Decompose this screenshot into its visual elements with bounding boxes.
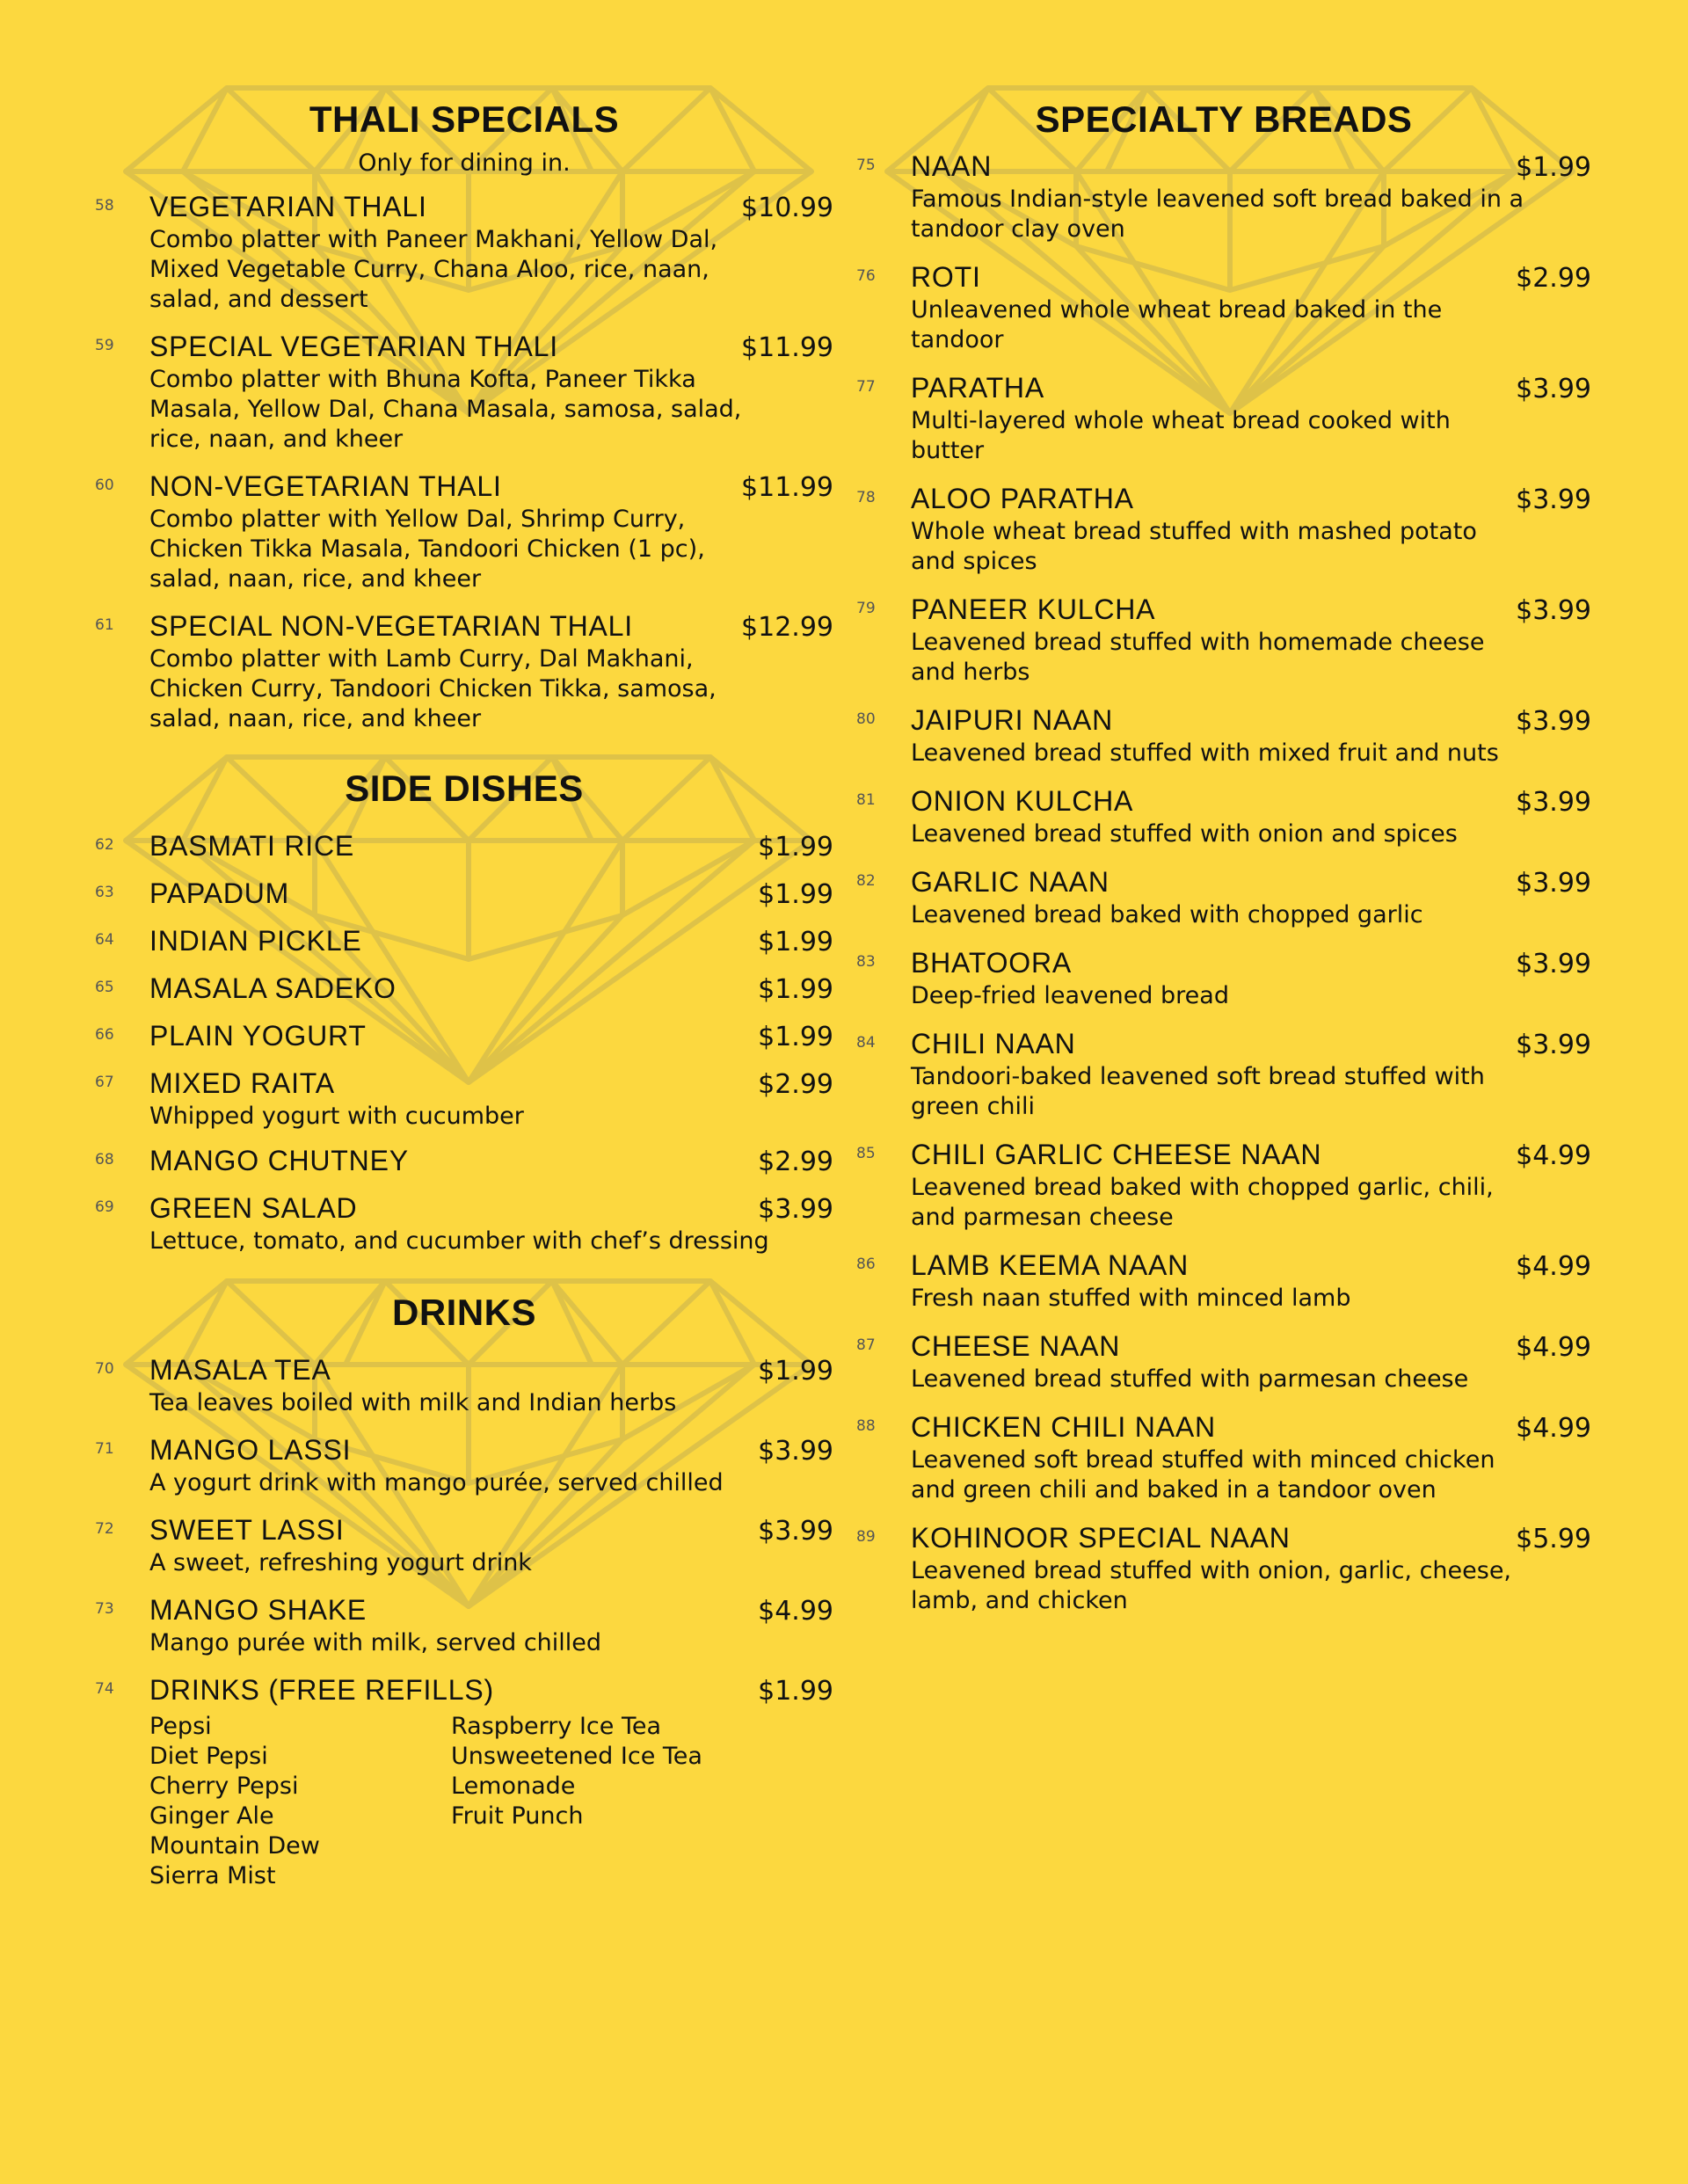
item-row [911, 1027, 1591, 1062]
item-row [911, 260, 1591, 295]
menu-item [95, 924, 833, 959]
item-number: 75 [856, 157, 876, 174]
item-price: $1.99 [758, 1356, 833, 1387]
left-column [95, 0, 833, 1906]
menu-item [856, 865, 1591, 930]
item-number: 80 [856, 710, 876, 728]
item-description: Leavened soft bread stuffed with minced chicken and green chili and baked in a tandoor oven [911, 1446, 1495, 1503]
menu-item [95, 470, 833, 594]
item-description: Tea leaves boiled with milk and Indian herbs [149, 1389, 677, 1416]
item-name: CHILI NAAN [911, 1028, 1076, 1059]
item-number: 78 [856, 489, 876, 506]
refill-item-wrap [95, 1673, 833, 1891]
item-description: Leavened bread baked with chopped garlic [911, 901, 1423, 928]
item-name: PLAIN YOGURT [149, 1020, 367, 1052]
menu-item [856, 1138, 1591, 1233]
item-name: NON-VEGETARIAN THALI [149, 470, 502, 502]
item-row [911, 149, 1591, 185]
menu-item [856, 1027, 1591, 1122]
item-price: $3.99 [1516, 868, 1591, 899]
item-number: 59 [95, 337, 114, 354]
item-description: Combo platter with Bhuna Kofta, Paneer Tikka Masala, Yellow Dal, Chana Masala, samosa, salad, rice, naan, and kheer [149, 366, 742, 453]
sides-section [95, 768, 833, 1256]
refill-column-1 [149, 1712, 451, 1891]
refill-drink: Raspberry Ice Tea [451, 1713, 662, 1740]
item-row [149, 1593, 833, 1628]
item-row [149, 1433, 833, 1468]
item-name: SPECIAL NON-VEGETARIAN THALI [149, 610, 633, 642]
item-row [149, 1353, 833, 1388]
menu-item [856, 1249, 1591, 1314]
menu-item [95, 190, 833, 315]
item-name: MASALA SADEKO [149, 972, 397, 1004]
item-description: Leavened bread stuffed with onion, garlic, cheese, lamb, and chicken [911, 1557, 1512, 1614]
item-row [149, 1067, 833, 1102]
refill-drink: Cherry Pepsi [149, 1773, 299, 1800]
item-row [911, 1138, 1591, 1173]
item-name: GARLIC NAAN [911, 866, 1110, 898]
item-number: 82 [856, 872, 876, 890]
item-row [911, 784, 1591, 819]
item-name: PANEER KULCHA [911, 593, 1156, 625]
item-description: Mango purée with milk, served chilled [149, 1629, 602, 1656]
item-row [911, 1329, 1591, 1365]
refill-drink-list [149, 1712, 833, 1891]
item-number: 68 [95, 1151, 114, 1168]
item-number: 60 [95, 477, 114, 494]
thali-items [95, 190, 833, 734]
item-row [149, 609, 833, 644]
item-price: $12.99 [741, 612, 833, 643]
item-description: Deep-fried leavened bread [911, 982, 1229, 1009]
item-price: $3.99 [758, 1516, 833, 1547]
item-price: $2.99 [758, 1069, 833, 1100]
item-name: SWEET LASSI [149, 1514, 345, 1546]
item-name: MANGO CHUTNEY [149, 1145, 409, 1176]
item-description: A sweet, refreshing yogurt drink [149, 1549, 532, 1576]
section-title-drinks: DRINKS [391, 1292, 536, 1333]
item-name: DRINKS (FREE REFILLS) [149, 1674, 494, 1706]
item-price: $1.99 [758, 1022, 833, 1052]
menu-item [856, 371, 1591, 466]
menu-item [95, 829, 833, 864]
item-row [149, 470, 833, 505]
item-number: 72 [95, 1520, 114, 1538]
item-price: $5.99 [1516, 1524, 1591, 1554]
item-row [911, 703, 1591, 739]
item-name: MANGO SHAKE [149, 1594, 367, 1626]
item-row [149, 330, 833, 365]
item-row [149, 1673, 833, 1708]
right-column [856, 0, 1591, 1632]
refill-drink: Pepsi [149, 1713, 212, 1740]
item-row [149, 1191, 833, 1227]
item-name: NAAN [911, 150, 993, 182]
item-name: BASMATI RICE [149, 830, 355, 862]
section-title-breads: SPECIALTY BREADS [1035, 98, 1413, 140]
item-description: Leavened bread stuffed with onion and spices [911, 820, 1458, 848]
item-number: 83 [856, 953, 876, 971]
item-row [911, 593, 1591, 628]
item-number: 74 [95, 1680, 114, 1698]
item-price: $3.99 [1516, 706, 1591, 737]
item-price: $4.99 [1516, 1140, 1591, 1171]
menu-item-drinks-refills [95, 1673, 833, 1891]
item-number: 87 [856, 1336, 876, 1354]
menu-item [95, 1593, 833, 1658]
menu-item [856, 149, 1591, 244]
item-number: 69 [95, 1198, 114, 1216]
item-number: 62 [95, 836, 114, 854]
item-row [149, 972, 833, 1007]
item-row [149, 1019, 833, 1054]
item-name: CHEESE NAAN [911, 1330, 1121, 1362]
item-price: $1.99 [758, 879, 833, 910]
menu-item [856, 482, 1591, 577]
item-row [911, 1249, 1591, 1284]
item-price: $3.99 [1516, 1030, 1591, 1060]
item-description: Fresh naan stuffed with minced lamb [911, 1285, 1351, 1312]
menu-item [856, 1521, 1591, 1616]
item-row [149, 829, 833, 864]
item-description: Lettuce, tomato, and cucumber with chef’s dressing [149, 1227, 769, 1255]
item-name: VEGETARIAN THALI [149, 191, 427, 222]
item-description: Leavened bread stuffed with homemade cheese and herbs [911, 629, 1485, 686]
item-price: $1.99 [758, 832, 833, 863]
item-row [149, 877, 833, 912]
section-title-thali: THALI SPECIALS [309, 98, 620, 140]
item-price: $3.99 [1516, 595, 1591, 626]
refill-drink: Sierra Mist [149, 1862, 276, 1889]
menu-item [95, 1513, 833, 1578]
item-description: Whole wheat bread stuffed with mashed potato and spices [911, 518, 1477, 575]
item-description: Combo platter with Paneer Makhani, Yellow Dal, Mixed Vegetable Curry, Chana Aloo, rice, naan, salad, and dessert [149, 226, 718, 313]
item-number: 65 [95, 979, 114, 996]
item-price: $4.99 [758, 1596, 833, 1627]
menu-item [856, 703, 1591, 768]
item-number: 81 [856, 791, 876, 809]
item-name: PARATHA [911, 372, 1044, 404]
menu-item [856, 784, 1591, 849]
item-price: $11.99 [741, 472, 833, 503]
item-description: Combo platter with Yellow Dal, Shrimp Curry, Chicken Tikka Masala, Tandoori Chicken (1 pc), salad, naan, rice, and kheer [149, 506, 705, 593]
item-price: $1.99 [758, 927, 833, 957]
item-number: 64 [95, 931, 114, 949]
item-row [149, 1513, 833, 1548]
menu-item [95, 330, 833, 455]
menu-item [856, 593, 1591, 688]
item-description: Leavened bread stuffed with mixed fruit and nuts [911, 739, 1499, 767]
item-name: ONION KULCHA [911, 785, 1134, 817]
item-name: JAIPURI NAAN [911, 704, 1114, 736]
item-name: MIXED RAITA [149, 1067, 335, 1099]
sides-items [95, 829, 833, 1256]
refill-drink: Ginger Ale [149, 1802, 274, 1830]
item-name: GREEN SALAD [149, 1192, 358, 1224]
item-price: $1.99 [758, 1676, 833, 1707]
item-row [149, 1144, 833, 1179]
item-price: $1.99 [1516, 152, 1591, 183]
item-price: $4.99 [1516, 1413, 1591, 1444]
item-number: 61 [95, 616, 114, 634]
item-price: $3.99 [758, 1436, 833, 1467]
menu-item [95, 1144, 833, 1179]
refill-drink: Unsweetened Ice Tea [451, 1743, 702, 1770]
item-name: MANGO LASSI [149, 1434, 352, 1466]
item-row [911, 1410, 1591, 1445]
item-description: Unleavened whole wheat bread baked in the tandoor [911, 296, 1443, 353]
item-description: Leavened bread baked with chopped garlic, chili, and parmesan cheese [911, 1174, 1494, 1231]
item-number: 66 [95, 1026, 114, 1044]
menu-item [95, 1353, 833, 1418]
item-price: $4.99 [1516, 1332, 1591, 1363]
menu-item [95, 1067, 833, 1132]
item-price: $3.99 [1516, 484, 1591, 515]
item-number: 70 [95, 1360, 114, 1378]
item-name: LAMB KEEMA NAAN [911, 1249, 1190, 1281]
menu-item [95, 877, 833, 912]
breads-section [856, 98, 1591, 1616]
menu-item [856, 260, 1591, 355]
item-price: $3.99 [1516, 949, 1591, 979]
item-row [149, 190, 833, 225]
item-name: ROTI [911, 261, 981, 293]
item-price: $2.99 [758, 1147, 833, 1177]
item-price: $4.99 [1516, 1251, 1591, 1282]
item-row [911, 1521, 1591, 1556]
item-description: Leavened bread stuffed with parmesan cheese [911, 1365, 1469, 1393]
item-price: $10.99 [741, 193, 833, 223]
item-description: Famous Indian-style leavened soft bread baked in a tandoor clay oven [911, 186, 1524, 243]
item-price: $11.99 [741, 332, 833, 363]
item-price: $2.99 [1516, 263, 1591, 294]
item-number: 73 [95, 1600, 114, 1618]
item-name: KOHINOOR SPECIAL NAAN [911, 1522, 1291, 1554]
item-name: MASALA TEA [149, 1354, 331, 1386]
item-number: 85 [856, 1145, 876, 1162]
menu-item [95, 609, 833, 734]
thali-section [95, 98, 833, 734]
section-subtitle-thali: Only for dining in. [358, 149, 571, 177]
item-row [911, 371, 1591, 406]
item-number: 77 [856, 378, 876, 396]
item-number: 76 [856, 267, 876, 285]
item-row [149, 924, 833, 959]
item-name: INDIAN PICKLE [149, 925, 362, 957]
menu-item [95, 972, 833, 1007]
item-name: PAPADUM [149, 877, 290, 909]
item-number: 88 [856, 1417, 876, 1435]
menu-item [95, 1019, 833, 1054]
item-description: Tandoori-baked leavened soft bread stuffed with green chili [911, 1063, 1485, 1120]
item-name: CHILI GARLIC CHEESE NAAN [911, 1139, 1322, 1170]
drinks-items [95, 1353, 833, 1658]
menu-item [856, 1329, 1591, 1394]
item-price: $3.99 [1516, 787, 1591, 818]
item-name: BHATOORA [911, 947, 1073, 979]
section-title-sides: SIDE DISHES [345, 768, 584, 809]
refill-drink: Fruit Punch [451, 1802, 584, 1830]
item-number: 71 [95, 1440, 114, 1458]
item-description: Whipped yogurt with cucumber [149, 1103, 524, 1130]
item-row [911, 946, 1591, 981]
item-row [911, 482, 1591, 517]
menu-item [95, 1191, 833, 1256]
drinks-section [95, 1292, 833, 1891]
menu-item [95, 1433, 833, 1498]
item-number: 63 [95, 884, 114, 901]
item-number: 89 [856, 1528, 876, 1546]
item-name: CHICKEN CHILI NAAN [911, 1411, 1216, 1443]
item-price: $1.99 [758, 974, 833, 1005]
refill-drink: Lemonade [451, 1773, 576, 1800]
item-description: Multi-layered whole wheat bread cooked with butter [911, 407, 1451, 464]
item-description: A yogurt drink with mango purée, served chilled [149, 1469, 724, 1496]
item-price: $3.99 [758, 1194, 833, 1225]
item-number: 84 [856, 1034, 876, 1052]
item-number: 58 [95, 197, 114, 215]
item-number: 67 [95, 1074, 114, 1091]
item-description: Combo platter with Lamb Curry, Dal Makhani, Chicken Curry, Tandoori Chicken Tikka, samosa, salad, naan, rice, and kheer [149, 645, 717, 732]
item-row [911, 865, 1591, 900]
item-price: $3.99 [1516, 374, 1591, 404]
item-name: SPECIAL VEGETARIAN THALI [149, 331, 558, 362]
item-number: 86 [856, 1256, 876, 1273]
refill-column-2 [451, 1712, 753, 1891]
refill-drink: Diet Pepsi [149, 1743, 268, 1770]
item-name: ALOO PARATHA [911, 483, 1134, 514]
breads-items [856, 149, 1591, 1616]
menu-item [856, 946, 1591, 1011]
menu-item [856, 1410, 1591, 1505]
item-number: 79 [856, 600, 876, 617]
refill-drink: Mountain Dew [149, 1832, 320, 1860]
